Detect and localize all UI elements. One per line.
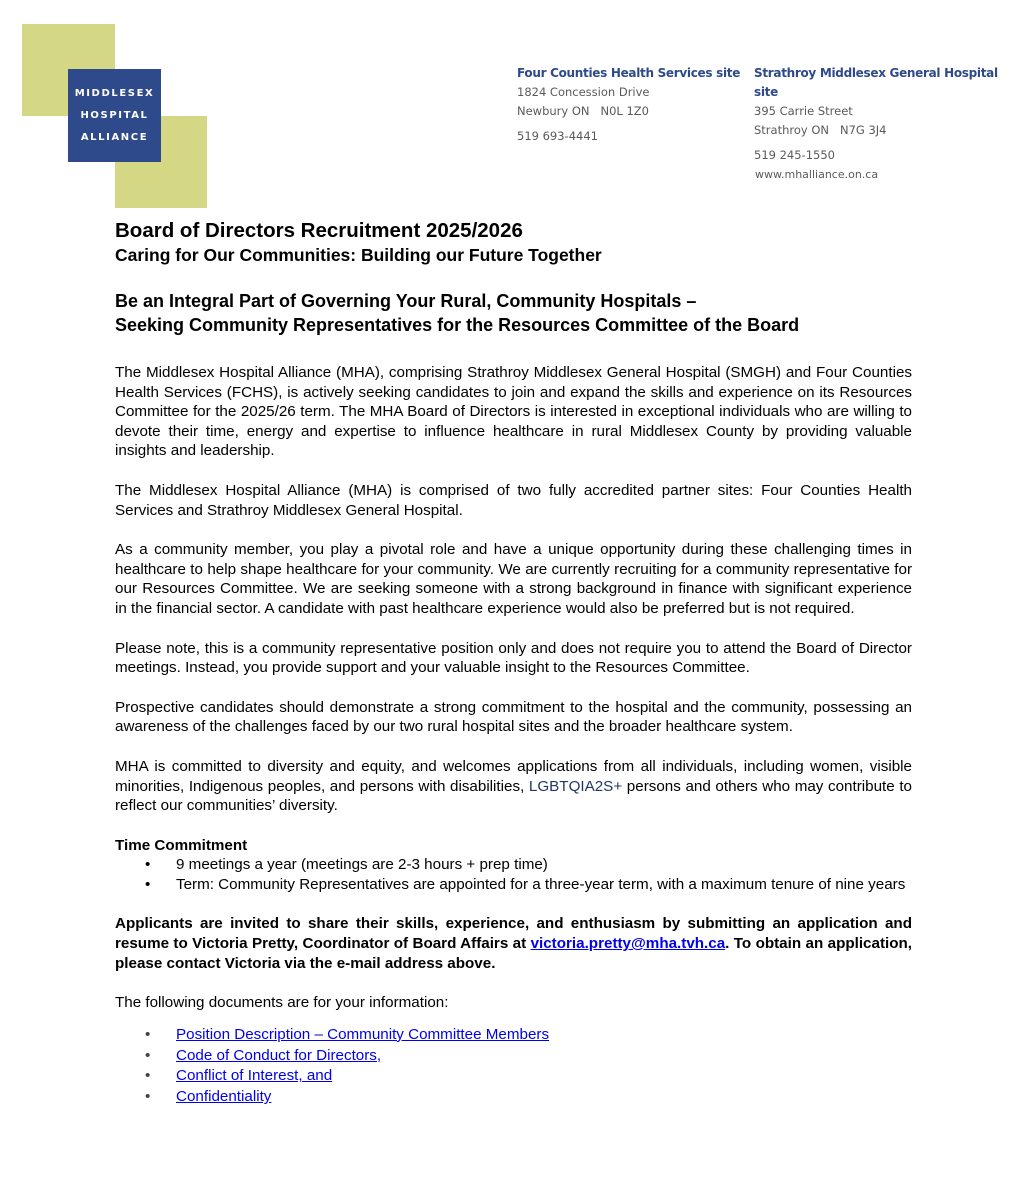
document-subtitle: Caring for Our Communities: Building our Future Together [115,245,602,265]
logo-text-line: ALLIANCE [80,131,149,143]
paragraph-candidates: Prospective candidates should demonstrate a strong commitment to the hospital and the community, possessing an awareness of the challenges faced by our two rural hospital sites and the broader healthcare system. [115,698,912,736]
list-item [115,875,912,895]
list-item-text: Term: Community Representatives are appointed for a three-year term, with a maximum tenure of nine years [176,875,906,893]
document-link-position-description[interactable]: Position Description – Community Committee Members [176,1025,550,1043]
paragraph-intro: The Middlesex Hospital Alliance (MHA), comprising Strathroy Middlesex General Hospital (SMGH) and Four Counties Health Services (FCHS), is actively seeking candidates to join and expand the skills and experience on its Resources Committee for the 2025/26 term. The MHA Board of Directors is interested in exceptional individuals who are willing to devote their time, energy and expertise to influence healthcare in rural Middlesex County by providing valuable insights and leadership. [115,364,912,460]
paragraph-apply [115,914,912,973]
site-name: Strathroy Middlesex General Hospital site [754,66,998,99]
bullet-icon: • [145,875,151,893]
logo-text-line: HOSPITAL [80,109,149,121]
bullet-icon: • [145,1067,151,1085]
list-item [115,1025,912,1046]
document-link-conflict-of-interest[interactable]: Conflict of Interest, and [176,1067,333,1085]
time-commitment-title: Time Commitment [115,836,248,854]
apply-text: Applicants are invited to share their skills, experience, and enthusiasm by submitting an application and resume to Victoria Pretty, Coordinator of Board Affairs at [115,915,912,953]
time-commitment-list [115,855,912,894]
diversity-highlight: LGBTQIA2S+ [528,777,623,795]
site-address-line2: Newbury ON N0L 1Z0 [517,104,649,118]
bullet-icon: • [145,1088,151,1106]
bullet-icon: • [145,1025,151,1043]
logo-text-line: MIDDLESEX [74,87,155,99]
paragraph-diversity [115,757,912,816]
site-info-four-counties [517,64,740,146]
diversity-text-end: persons and others who may contribute to reflect our communities’ diversity. [115,777,912,815]
document-body [115,219,912,1108]
section-heading-line1: Be an Integral Part of Governing Your Rural, Community Hospitals – [115,291,697,311]
site-address-line1: 1824 Concession Drive [517,85,650,99]
bullet-icon: • [145,1046,151,1064]
document-link-confidentiality[interactable]: Confidentiality [176,1088,272,1106]
logo-blue-square [68,69,161,162]
list-item [115,1066,912,1087]
email-link[interactable]: victoria.pretty@mha.tvh.ca [530,935,726,953]
documents-intro: The following documents are for your information: [115,994,449,1012]
paragraph-role: As a community member, you play a pivotal role and have a unique opportunity during these challenging times in healthcare to help shape healthcare for your community. We are currently recruiting for a community representative for our Resources Committee. We are seeking someone with a strong background in finance with significant experience in the financial sector. A candidate with past healthcare experience would also be preferred but is not required. [115,541,912,617]
list-item [115,1087,912,1108]
documents-list [115,1025,912,1108]
document-link-code-of-conduct[interactable]: Code of Conduct for Directors, [176,1046,382,1064]
site-phone: 519 693-4441 [517,129,598,143]
website-link[interactable]: www.mhalliance.on.ca [755,168,879,181]
site-address-line1: 395 Carrie Street [754,104,853,118]
site-phone: 519 245-1550 [754,148,835,162]
section-heading [115,289,912,337]
section-heading-line2: Seeking Community Representatives for the Resources Committee of the Board [115,315,800,335]
site-name: Four Counties Health Services site [517,66,741,80]
document-title: Board of Directors Recruitment 2025/2026 [115,219,523,242]
apply-text-end: . To obtain an application, please contact Victoria via the e-mail address above. [115,935,913,972]
bullet-icon: • [145,856,151,874]
site-address-line2: Strathroy ON N7G 3J4 [754,123,887,137]
mha-logo [0,0,220,215]
list-item [115,855,912,875]
list-item [115,1046,912,1067]
paragraph-note: Please note, this is a community representative position only and does not require you to attend the Board of Director meetings. Instead, you provide support and your valuable insight to the Resources Committee. [115,639,912,677]
list-item-text: 9 meetings a year (meetings are 2-3 hours + prep time) [176,856,548,874]
diversity-text: MHA is committed to diversity and equity, and welcomes applications from all individuals, including women, visible minorities, Indigenous peoples, and persons with disabilities, [115,757,912,795]
site-info-strathroy [754,64,1018,165]
paragraph-sites: The Middlesex Hospital Alliance (MHA) is comprised of two fully accredited partner sites: Four Counties Health Services and Strathroy Middlesex General Hospital. [115,481,912,519]
